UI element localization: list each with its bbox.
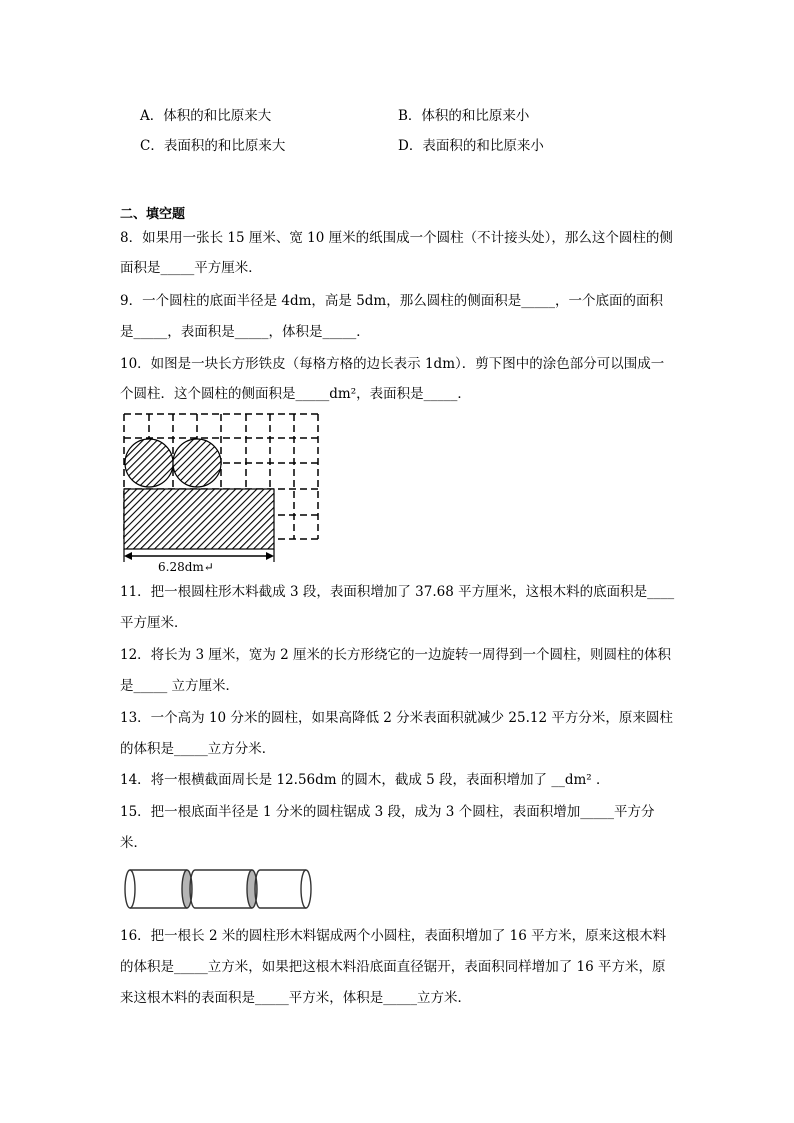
question-16-line-3: 来这根木料的表面积是_____平方米，体积是_____立方米． bbox=[120, 990, 471, 1006]
section-title: 二、填空题 bbox=[120, 207, 186, 222]
question-12-line-1: 12．将长为 3 厘米，宽为 2 厘米的长方形绕它的一边旋转一周得到一个圆柱，则圆柱的体积 bbox=[120, 647, 672, 663]
question-10-line-1: 10．如图是一块长方形铁皮（每格方格的边长表示 1dm）．剪下图中的涂色部分可以围成一 bbox=[120, 356, 665, 372]
option-c: C．表面积的和比原来大 bbox=[140, 138, 286, 154]
question-15-line-2: 米． bbox=[120, 835, 147, 851]
grid-figure bbox=[118, 408, 328, 578]
question-10-line-2: 个圆柱．这个圆柱的侧面积是_____dm²，表面积是_____． bbox=[120, 386, 471, 402]
figure-dimension-label: 6.28dm↵ bbox=[158, 560, 214, 574]
question-12-line-2: 是_____ 立方厘米． bbox=[120, 678, 240, 694]
question-13-line-2: 的体积是_____立方分米． bbox=[120, 741, 276, 757]
question-14-line-1: 14．将一根横截面周长是 12.56dm 的圆木，截成 5 段，表面积增加了 __dm² ． bbox=[120, 772, 610, 788]
cylinders-figure bbox=[120, 864, 320, 914]
question-8-line-2: 面积是_____平方厘米． bbox=[120, 260, 262, 276]
question-11-line-1: 11．把一根圆柱形木料截成 3 段，表面积增加了 37.68 平方厘米，这根木料的底面积是____ bbox=[120, 584, 675, 600]
question-16-line-1: 16．把一根长 2 米的圆柱形木料锯成两个小圆柱，表面积增加了 16 平方米，原来这根木料 bbox=[120, 928, 667, 944]
option-d: D．表面积的和比原来小 bbox=[398, 138, 544, 154]
question-13-line-1: 13．一个高为 10 分米的圆柱，如果高降低 2 分米表面积就减少 25.12 平方分米，原来圆柱 bbox=[120, 710, 673, 726]
question-16-line-2: 的体积是_____立方米，如果把这根木料沿底面直径锯开，表面积同样增加了 16 平方米，原 bbox=[120, 959, 666, 975]
question-8-line-1: 8．如果用一张长 15 厘米、宽 10 厘米的纸围成一个圆柱（不计接头处），那么这个圆柱的侧 bbox=[120, 230, 673, 246]
option-a: A．体积的和比原来大 bbox=[140, 108, 272, 124]
option-b: B．体积的和比原来小 bbox=[398, 108, 530, 124]
question-15-line-1: 15．把一根底面半径是 1 分米的圆柱锯成 3 段，成为 3 个圆柱，表面积增加_____平方分 bbox=[120, 804, 655, 820]
question-9-line-2: 是_____，表面积是_____，体积是_____． bbox=[120, 324, 370, 340]
question-11-line-2: 平方厘米． bbox=[120, 615, 188, 631]
question-9-line-1: 9．一个圆柱的底面半径是 4dm，高是 5dm，那么圆柱的侧面积是_____，一个底面的面积 bbox=[120, 293, 663, 309]
